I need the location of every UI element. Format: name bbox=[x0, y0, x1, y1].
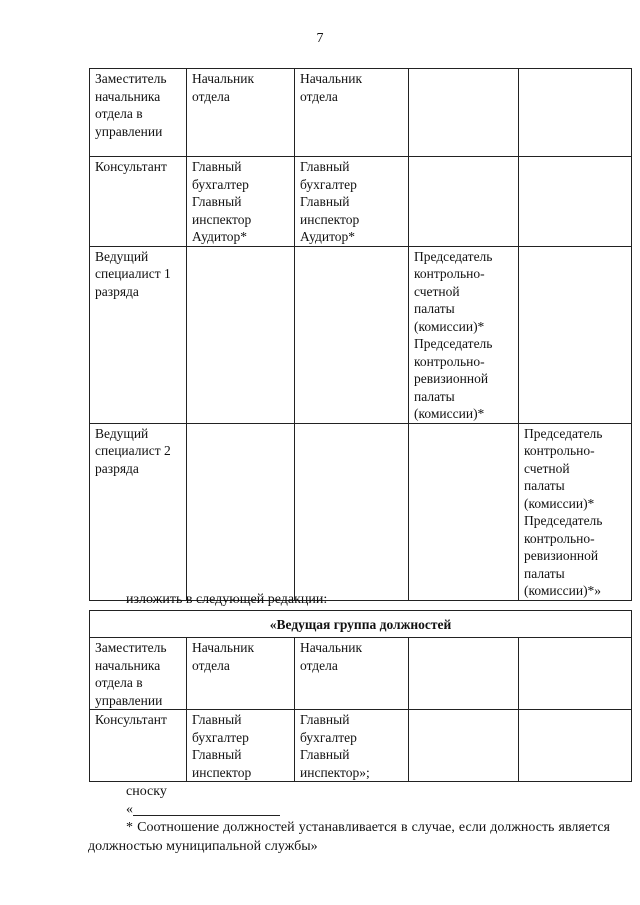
table-row bbox=[90, 157, 632, 247]
table-cell bbox=[519, 69, 632, 157]
table-cell: Главный бухгалтер Главный инспектор bbox=[187, 710, 295, 782]
table-cell bbox=[409, 638, 519, 710]
table-cell: Начальник отдела bbox=[187, 638, 295, 710]
table-cell bbox=[187, 423, 295, 600]
table-cell bbox=[409, 710, 519, 782]
table-row bbox=[90, 69, 632, 157]
table-cell: Председатель контрольно- счетной палаты (комиссии)* Председатель контрольно- ревизионной палаты (комиссии)*» bbox=[519, 423, 632, 600]
table-cell bbox=[519, 246, 632, 423]
table-header-row bbox=[90, 611, 632, 638]
table-cell: Консультант bbox=[90, 157, 187, 247]
footnote-divider bbox=[133, 815, 280, 816]
table-cell: Главный бухгалтер Главный инспектор Аудитор* bbox=[295, 157, 409, 247]
table-row bbox=[90, 710, 632, 782]
table-cell bbox=[295, 423, 409, 600]
table-cell bbox=[409, 69, 519, 157]
table-cell: Начальник отдела bbox=[295, 638, 409, 710]
positions-table-new bbox=[89, 610, 632, 782]
table-row bbox=[90, 246, 632, 423]
group-header: «Ведущая группа должностей bbox=[90, 611, 632, 638]
table-cell bbox=[519, 710, 632, 782]
table-cell bbox=[519, 157, 632, 247]
table-cell: Заместитель начальника отдела в управлении bbox=[90, 638, 187, 710]
footnote-label: сноску bbox=[126, 784, 167, 799]
table-cell bbox=[519, 638, 632, 710]
table-cell bbox=[295, 246, 409, 423]
table-cell: Заместитель начальника отдела в управлении bbox=[90, 69, 187, 157]
page-number: 7 bbox=[316, 31, 324, 46]
table-cell: Главный бухгалтер Главный инспектор»; bbox=[295, 710, 409, 782]
table-cell bbox=[187, 246, 295, 423]
lead-text: изложить в следующей редакции: bbox=[126, 592, 328, 607]
table-row bbox=[90, 423, 632, 600]
footnote-text: * Соотношение должностей устанавливается в случае, если должность является должностью муниципальной службы» bbox=[88, 820, 610, 854]
table-cell bbox=[409, 423, 519, 600]
footnote-quote: « bbox=[126, 802, 133, 817]
table-cell: Ведущий специалист 1 разряда bbox=[90, 246, 187, 423]
table-cell: Ведущий специалист 2 разряда bbox=[90, 423, 187, 600]
table-cell: Консультант bbox=[90, 710, 187, 782]
positions-table-old bbox=[89, 68, 632, 601]
table-cell: Председатель контрольно- счетной палаты (комиссии)* Председатель контрольно- ревизионной палаты (комиссии)* bbox=[409, 246, 519, 423]
table-cell: Начальник отдела bbox=[295, 69, 409, 157]
table-cell: Главный бухгалтер Главный инспектор Аудитор* bbox=[187, 157, 295, 247]
table-cell bbox=[409, 157, 519, 247]
table-row bbox=[90, 638, 632, 710]
table-cell: Начальник отдела bbox=[187, 69, 295, 157]
